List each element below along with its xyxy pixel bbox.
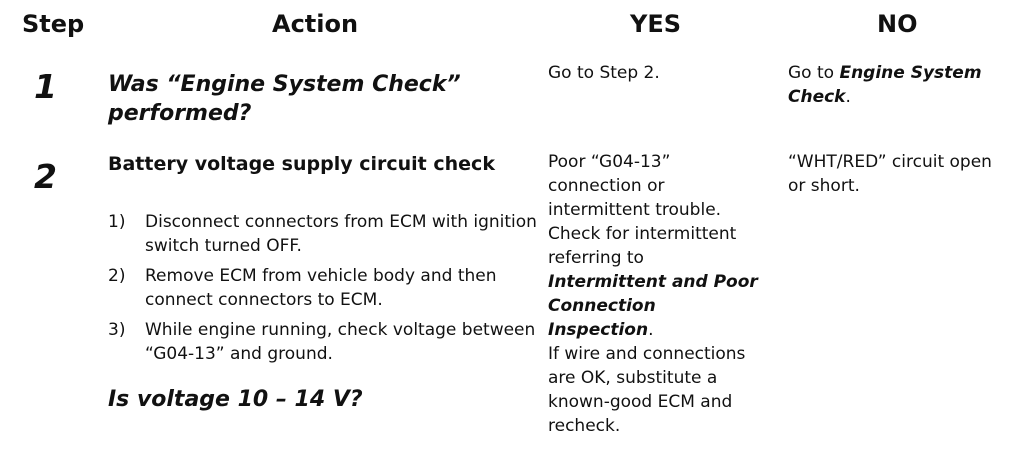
substep [108,264,538,312]
substep [108,210,538,258]
substep-text: While engine running, check voltage between “G04-13” and ground. [145,320,536,364]
step-2-yes-period: . [648,320,654,340]
substep-number: 2) [108,266,126,286]
step-2-yes-text-a: Poor “G04-13” connection or intermittent trouble. Check for intermittent referring to [548,152,737,268]
step-number-2: 2 [34,157,57,196]
engine-system-check-link[interactable]: Engine System Check [788,63,982,107]
substep-number: 1) [108,212,126,232]
step-1-question: Was “Engine System Check” performed? [108,72,461,126]
step-1-no-prefix: Go to [788,63,840,83]
step-2-question: Is voltage 10 – 14 V? [108,387,363,412]
step-1-no [788,61,1013,109]
step-number-1: 1 [34,67,57,106]
header-action: Action [272,10,359,38]
step-1-no-suffix: . [845,87,851,107]
intermittent-inspection-link[interactable]: Intermittent and Poor Connection Inspection [548,272,758,340]
step-2-substeps [108,210,538,372]
header-step: Step [22,10,85,38]
step-1-yes: Go to Step 2. [548,63,660,83]
step-2-no: “WHT/RED” circuit open or short. [788,152,992,196]
step-2-yes [548,150,766,438]
header-no: NO [877,10,918,38]
step-2-title: Battery voltage supply circuit check [108,153,495,175]
step-2-yes-text-c: If wire and connections are OK, substitute a known-good ECM and recheck. [548,344,746,436]
substep-number: 3) [108,320,126,340]
substep [108,318,538,366]
header-yes: YES [630,10,682,38]
substep-text: Remove ECM from vehicle body and then connect connectors to ECM. [145,266,497,310]
substep-text: Disconnect connectors from ECM with ignition switch turned OFF. [145,212,537,256]
